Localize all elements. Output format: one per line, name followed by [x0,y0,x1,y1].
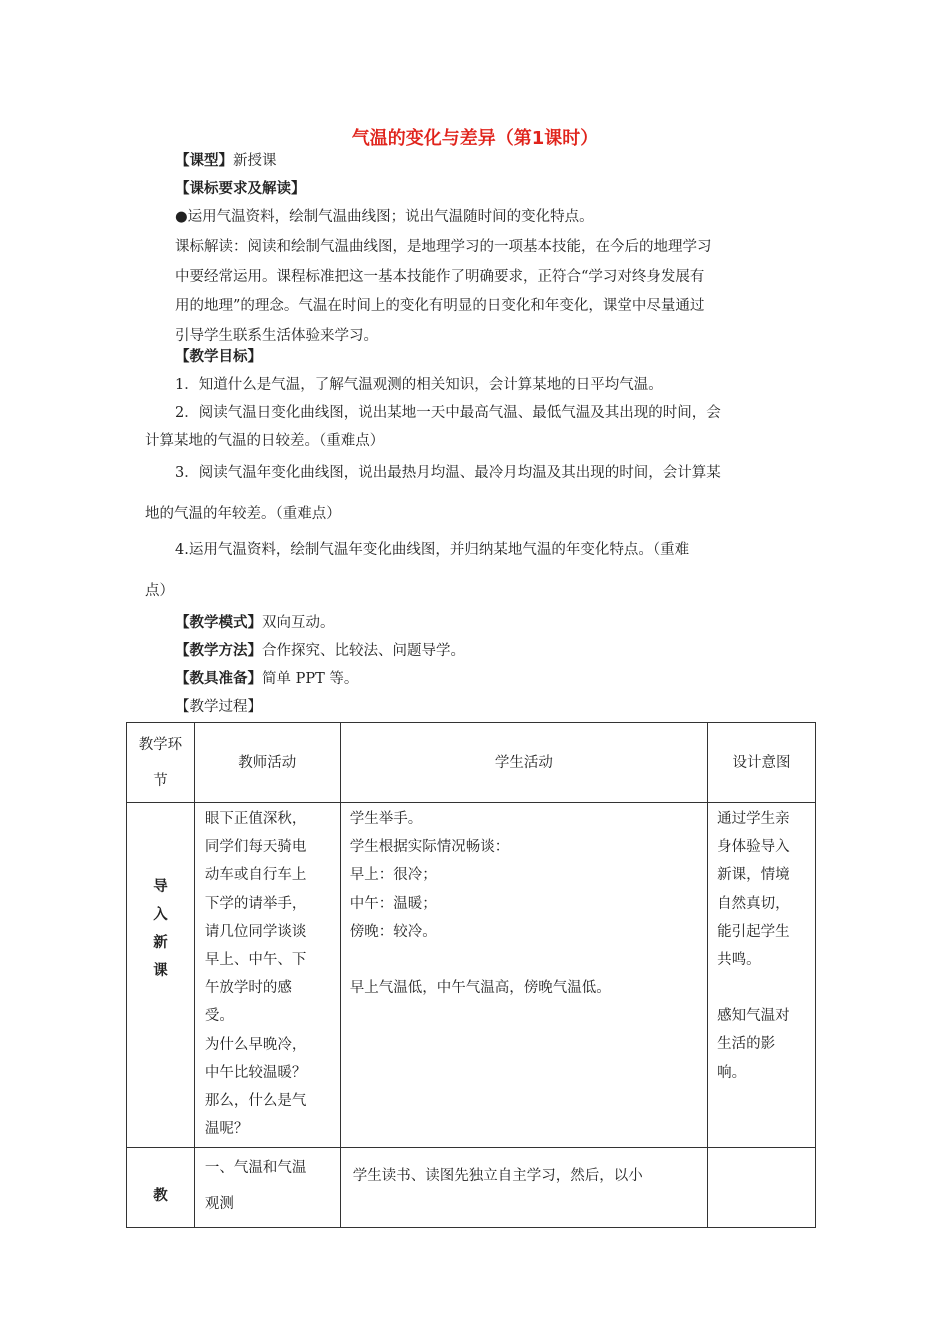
goal-2-line-1: 2．阅读气温日变化曲线图，说出某地一天中最高气温、最低气温及其出现的时间，会 [175,405,721,421]
header-student: 学生活动 [340,723,707,803]
page-title: 气温的变化与差异（第1课时） [351,128,599,149]
goal-4-line-2: 点） [145,583,174,599]
student-activity-cell: 学生读书、读图先独立自主学习，然后，以小 [340,1148,707,1228]
curriculum-heading: 【课标要求及解读】 [175,180,306,197]
tools-label: 【教具准备】 [175,670,262,687]
stage-cell: 导 入 新 课 [127,803,195,1148]
course-type-value: 新授课 [233,153,277,169]
course-type [175,149,277,170]
table-row [127,1148,816,1228]
goal-2-line-2: 计算某地的气温的日较差。（重难点） [145,433,385,449]
header-design: 设计意图 [708,723,816,803]
process-table [126,722,816,1228]
mode-label: 【教学模式】 [175,614,262,631]
method-label: 【教学方法】 [175,642,262,659]
teaching-method [175,639,465,660]
design-intent-cell: 通过学生亲 身体验导入 新课，情境 自然真切， 能引起学生 共鸣。 感知气温对 生活的影 响。 [708,803,816,1148]
goal-3-line-1: 3．阅读气温年变化曲线图，说出最热月均温、最冷月均温及其出现的时间，会计算某 [175,465,721,481]
student-activity-cell: 学生举手。 学生根据实际情况畅谈： 早上：很冷； 中午：温暖； 傍晚：较冷。 早上气温低，中午气温高，傍晚气温低。 [340,803,707,1148]
table-row [127,803,816,1148]
interpretation-line: 中要经常运用。课程标准把这一基本技能作了明确要求，正符合“学习对终身发展有 [175,268,705,285]
interpretation-line: 引导学生联系生活体验来学习。 [175,327,378,344]
mode-value: 双向互动。 [262,615,335,631]
goal-1: 1．知道什么是气温，了解气温观测的相关知识，会计算某地的日平均气温。 [175,377,663,393]
teaching-tools [175,667,358,688]
teacher-activity-cell: 眼下正值深秋， 同学们每天骑电 动车或自行车上 下学的请举手， 请几位同学谈谈 早上、中午、下 午放学时的感 受。 为什么早晚冷， 中午比较温暖？ 那么，什么是气 温呢？ [194,803,340,1148]
interpretation-line: 课标解读：阅读和绘制气温曲线图，是地理学习的一项基本技能，在今后的地理学习 [175,239,712,255]
goal-3-line-2: 地的气温的年较差。（重难点） [145,506,341,522]
table-header-row [127,723,816,803]
method-value: 合作探究、比较法、问题导学。 [262,643,465,659]
goal-4-line-1: 4.运用气温资料，绘制气温年变化曲线图，并归纳某地气温的年变化特点。（重难 [175,542,690,558]
teacher-activity-cell: 一、气温和气温 观测 [194,1148,340,1228]
header-teacher: 教师活动 [194,723,340,803]
process-heading: 【教学过程】 [175,699,262,715]
interpretation-line: 用的地理”的理念。气温在时间上的变化有明显的日变化和年变化，课堂中尽量通过 [175,298,705,314]
stage-cell: 教 [127,1148,195,1228]
goals-heading: 【教学目标】 [175,348,262,365]
header-stage: 教学环 节 [127,723,195,803]
course-type-label: 【课型】 [175,152,233,169]
curriculum-interpretation [175,233,712,351]
tools-value: 简单 PPT 等。 [262,671,359,687]
curriculum-requirement: ●运用气温资料，绘制气温曲线图；说出气温随时间的变化特点。 [175,209,594,225]
design-intent-cell [708,1148,816,1228]
teaching-mode [175,611,335,632]
